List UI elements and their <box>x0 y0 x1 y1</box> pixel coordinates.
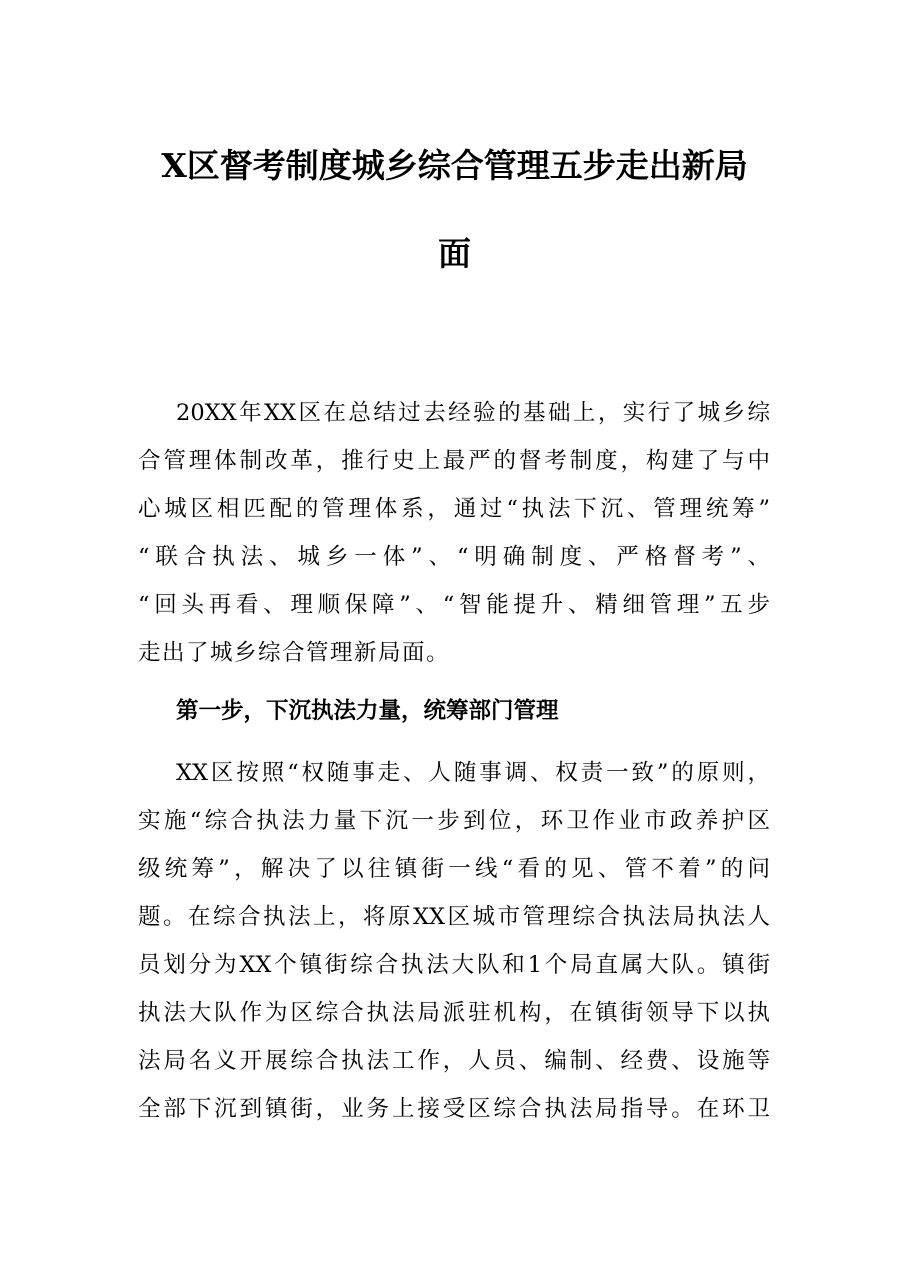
document-title-line-2: 面 <box>438 234 471 273</box>
paragraph-line: 走出了城乡综合管理新局面。 <box>138 640 451 666</box>
document-title-line-1: X区督考制度城乡综合管理五步走出新局 <box>161 146 748 185</box>
section-heading-step-1: 第一步，下沉执法力量，统筹部门管理 <box>176 698 559 724</box>
paragraph-line: 全部下沉到镇街，业务上接受区综合执法局指导。在环卫 <box>138 1096 770 1122</box>
paragraph-line: “联合执法、城乡一体”、“明确制度、严格督考”、 <box>138 544 770 570</box>
paragraph-line: 执法大队作为区综合执法局派驻机构，在镇街领导下以执 <box>138 1000 770 1026</box>
paragraph-line: XX区按照“权随事走、人随事调、权责一致”的原则， <box>176 760 770 786</box>
paragraph-line: 20XX年XX区在总结过去经验的基础上，实行了城乡综 <box>176 400 770 426</box>
paragraph-line: 级统筹”，解决了以往镇街一线“看的见、管不着”的问 <box>138 856 770 882</box>
paragraph-line: 实施“综合执法力量下沉一步到位，环卫作业市政养护区 <box>138 808 770 834</box>
paragraph-line: 心城区相匹配的管理体系，通过“执法下沉、管理统筹” <box>138 496 770 522</box>
paragraph-line: “回头再看、理顺保障”、“智能提升、精细管理”五步 <box>138 592 770 618</box>
paragraph-line: 合管理体制改革，推行史上最严的督考制度，构建了与中 <box>138 448 770 474</box>
paragraph-line: 题。在综合执法上，将原XX区城市管理综合执法局执法人 <box>138 904 770 930</box>
paragraph-line: 员划分为XX个镇街综合执法大队和1个局直属大队。镇街 <box>138 952 770 978</box>
paragraph-line: 法局名义开展综合执法工作，人员、编制、经费、设施等 <box>138 1048 770 1074</box>
